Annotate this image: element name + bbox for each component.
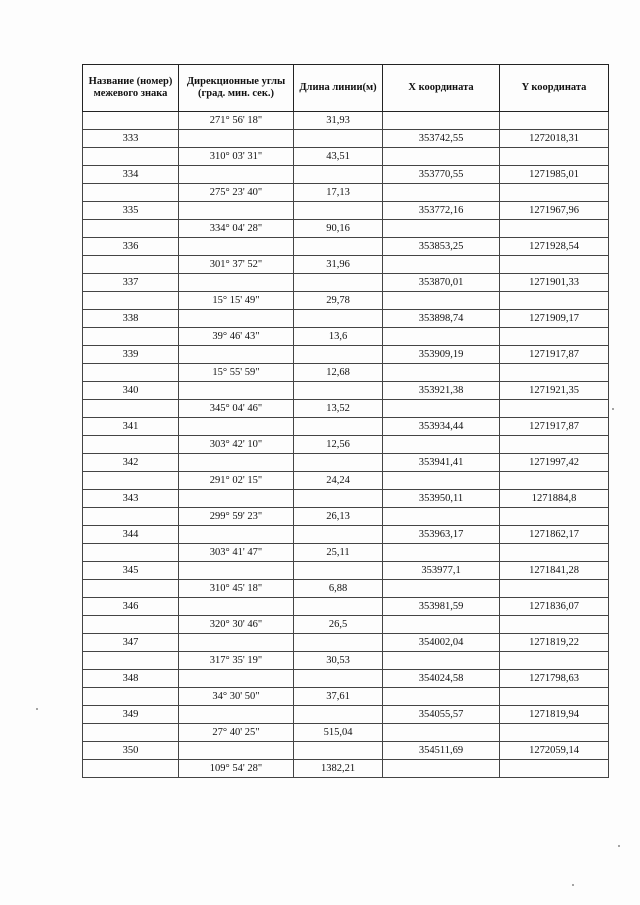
header-directional-angle: Дирекционные углы (град. мин. сек.) [179, 65, 294, 112]
directional-angle-cell: 317° 35' 19" [179, 652, 294, 670]
directional-angle-cell [179, 742, 294, 760]
y-coordinate-cell: 1271928,54 [500, 238, 609, 256]
point-name-cell [83, 688, 179, 706]
line-length-cell [294, 706, 383, 724]
line-length-cell: 31,96 [294, 256, 383, 274]
directional-angle-cell [179, 274, 294, 292]
boundary-coordinates-table [82, 64, 609, 778]
line-length-cell: 90,16 [294, 220, 383, 238]
x-coordinate-cell: 353921,38 [383, 382, 500, 400]
table-row [83, 256, 609, 274]
directional-angle-cell [179, 526, 294, 544]
x-coordinate-cell: 353909,19 [383, 346, 500, 364]
y-coordinate-cell: 1271917,87 [500, 346, 609, 364]
y-coordinate-cell: 1271798,63 [500, 670, 609, 688]
x-coordinate-cell: 353963,17 [383, 526, 500, 544]
y-coordinate-cell: 1271985,01 [500, 166, 609, 184]
line-length-cell: 24,24 [294, 472, 383, 490]
line-length-cell [294, 418, 383, 436]
table-row [83, 670, 609, 688]
header-line-length: Длина линии(м) [294, 65, 383, 112]
y-coordinate-cell: 1271967,96 [500, 202, 609, 220]
x-coordinate-cell: 353898,74 [383, 310, 500, 328]
table-row [83, 508, 609, 526]
y-coordinate-cell [500, 184, 609, 202]
line-length-cell [294, 238, 383, 256]
y-coordinate-cell [500, 400, 609, 418]
directional-angle-cell [179, 454, 294, 472]
line-length-cell [294, 490, 383, 508]
directional-angle-cell [179, 706, 294, 724]
line-length-cell [294, 130, 383, 148]
y-coordinate-cell: 1271841,28 [500, 562, 609, 580]
line-length-cell: 25,11 [294, 544, 383, 562]
point-name-cell [83, 148, 179, 166]
table-row [83, 742, 609, 760]
x-coordinate-cell [383, 112, 500, 130]
table-row [83, 526, 609, 544]
point-name-cell: 344 [83, 526, 179, 544]
table-row [83, 400, 609, 418]
x-coordinate-cell [383, 148, 500, 166]
table-row [83, 544, 609, 562]
x-coordinate-cell [383, 328, 500, 346]
line-length-cell: 17,13 [294, 184, 383, 202]
directional-angle-cell: 303° 41' 47" [179, 544, 294, 562]
table-row [83, 436, 609, 454]
table-row [83, 112, 609, 130]
point-name-cell: 340 [83, 382, 179, 400]
table-row [83, 130, 609, 148]
directional-angle-cell: 310° 45' 18" [179, 580, 294, 598]
table-row [83, 418, 609, 436]
point-name-cell [83, 544, 179, 562]
x-coordinate-cell: 353742,55 [383, 130, 500, 148]
table-row [83, 166, 609, 184]
line-length-cell: 13,52 [294, 400, 383, 418]
y-coordinate-cell [500, 760, 609, 778]
table-header [83, 65, 609, 112]
y-coordinate-cell [500, 472, 609, 490]
y-coordinate-cell [500, 544, 609, 562]
line-length-cell: 43,51 [294, 148, 383, 166]
directional-angle-cell [179, 634, 294, 652]
x-coordinate-cell: 353870,01 [383, 274, 500, 292]
y-coordinate-cell: 1271901,33 [500, 274, 609, 292]
line-length-cell: 31,93 [294, 112, 383, 130]
x-coordinate-cell: 354055,57 [383, 706, 500, 724]
directional-angle-cell: 320° 30' 46" [179, 616, 294, 634]
x-coordinate-cell [383, 184, 500, 202]
y-coordinate-cell [500, 724, 609, 742]
point-name-cell [83, 616, 179, 634]
line-length-cell [294, 634, 383, 652]
point-name-cell [83, 292, 179, 310]
directional-angle-cell: 299° 59' 23" [179, 508, 294, 526]
point-name-cell [83, 724, 179, 742]
point-name-cell: 345 [83, 562, 179, 580]
scan-speck [618, 845, 620, 847]
directional-angle-cell: 109° 54' 28" [179, 760, 294, 778]
x-coordinate-cell: 353934,44 [383, 418, 500, 436]
y-coordinate-cell [500, 292, 609, 310]
point-name-cell: 347 [83, 634, 179, 652]
y-coordinate-cell: 1271909,17 [500, 310, 609, 328]
line-length-cell: 37,61 [294, 688, 383, 706]
directional-angle-cell [179, 562, 294, 580]
directional-angle-cell [179, 310, 294, 328]
line-length-cell [294, 526, 383, 544]
line-length-cell: 1382,21 [294, 760, 383, 778]
table-row [83, 292, 609, 310]
header-row [83, 65, 609, 112]
point-name-cell [83, 652, 179, 670]
line-length-cell: 515,04 [294, 724, 383, 742]
table-row [83, 310, 609, 328]
line-length-cell [294, 598, 383, 616]
y-coordinate-cell [500, 148, 609, 166]
directional-angle-cell: 27° 40' 25" [179, 724, 294, 742]
point-name-cell [83, 760, 179, 778]
point-name-cell [83, 400, 179, 418]
y-coordinate-cell: 1271997,42 [500, 454, 609, 472]
y-coordinate-cell [500, 616, 609, 634]
table-row [83, 598, 609, 616]
x-coordinate-cell: 353950,11 [383, 490, 500, 508]
point-name-cell [83, 580, 179, 598]
point-name-cell: 343 [83, 490, 179, 508]
table-row [83, 634, 609, 652]
x-coordinate-cell [383, 220, 500, 238]
directional-angle-cell: 275° 23' 40" [179, 184, 294, 202]
x-coordinate-cell [383, 508, 500, 526]
y-coordinate-cell [500, 436, 609, 454]
directional-angle-cell [179, 418, 294, 436]
table-row [83, 238, 609, 256]
x-coordinate-cell: 354002,04 [383, 634, 500, 652]
table-row [83, 562, 609, 580]
directional-angle-cell [179, 346, 294, 364]
x-coordinate-cell: 353853,25 [383, 238, 500, 256]
point-name-cell: 335 [83, 202, 179, 220]
x-coordinate-cell: 353977,1 [383, 562, 500, 580]
line-length-cell: 12,68 [294, 364, 383, 382]
x-coordinate-cell [383, 616, 500, 634]
table-row [83, 454, 609, 472]
line-length-cell: 30,53 [294, 652, 383, 670]
y-coordinate-cell [500, 364, 609, 382]
directional-angle-cell: 310° 03' 31" [179, 148, 294, 166]
point-name-cell: 346 [83, 598, 179, 616]
table-body [83, 112, 609, 778]
point-name-cell: 342 [83, 454, 179, 472]
table-row [83, 364, 609, 382]
table-row [83, 274, 609, 292]
table-row [83, 580, 609, 598]
x-coordinate-cell [383, 436, 500, 454]
table-row [83, 382, 609, 400]
directional-angle-cell: 345° 04' 46" [179, 400, 294, 418]
line-length-cell: 26,5 [294, 616, 383, 634]
x-coordinate-cell: 353941,41 [383, 454, 500, 472]
x-coordinate-cell [383, 580, 500, 598]
scan-speck [612, 408, 614, 410]
point-name-cell: 350 [83, 742, 179, 760]
y-coordinate-cell: 1271917,87 [500, 418, 609, 436]
y-coordinate-cell: 1271819,94 [500, 706, 609, 724]
directional-angle-cell [179, 382, 294, 400]
scan-speck [572, 884, 574, 886]
x-coordinate-cell [383, 364, 500, 382]
x-coordinate-cell [383, 256, 500, 274]
line-length-cell [294, 742, 383, 760]
table-row [83, 184, 609, 202]
y-coordinate-cell: 1271819,22 [500, 634, 609, 652]
y-coordinate-cell: 1272059,14 [500, 742, 609, 760]
y-coordinate-cell: 1272018,31 [500, 130, 609, 148]
y-coordinate-cell: 1271921,35 [500, 382, 609, 400]
x-coordinate-cell [383, 724, 500, 742]
point-name-cell: 339 [83, 346, 179, 364]
point-name-cell: 336 [83, 238, 179, 256]
point-name-cell: 349 [83, 706, 179, 724]
directional-angle-cell [179, 130, 294, 148]
x-coordinate-cell [383, 760, 500, 778]
x-coordinate-cell: 354511,69 [383, 742, 500, 760]
point-name-cell [83, 256, 179, 274]
table-row [83, 724, 609, 742]
y-coordinate-cell [500, 112, 609, 130]
point-name-cell [83, 220, 179, 238]
point-name-cell: 334 [83, 166, 179, 184]
x-coordinate-cell: 353770,55 [383, 166, 500, 184]
directional-angle-cell [179, 202, 294, 220]
directional-angle-cell: 291° 02' 15" [179, 472, 294, 490]
line-length-cell [294, 562, 383, 580]
point-name-cell [83, 112, 179, 130]
x-coordinate-cell: 353981,59 [383, 598, 500, 616]
x-coordinate-cell: 353772,16 [383, 202, 500, 220]
x-coordinate-cell [383, 544, 500, 562]
table-row [83, 148, 609, 166]
directional-angle-cell [179, 166, 294, 184]
y-coordinate-cell: 1271884,8 [500, 490, 609, 508]
point-name-cell: 337 [83, 274, 179, 292]
y-coordinate-cell [500, 328, 609, 346]
table-row [83, 346, 609, 364]
table-row [83, 760, 609, 778]
x-coordinate-cell [383, 652, 500, 670]
directional-angle-cell [179, 238, 294, 256]
y-coordinate-cell: 1271862,17 [500, 526, 609, 544]
line-length-cell [294, 202, 383, 220]
y-coordinate-cell [500, 688, 609, 706]
x-coordinate-cell [383, 472, 500, 490]
directional-angle-cell: 301° 37' 52" [179, 256, 294, 274]
y-coordinate-cell [500, 256, 609, 274]
table-row [83, 706, 609, 724]
line-length-cell: 29,78 [294, 292, 383, 310]
table-row [83, 652, 609, 670]
table-row [83, 490, 609, 508]
directional-angle-cell [179, 670, 294, 688]
y-coordinate-cell [500, 508, 609, 526]
point-name-cell: 341 [83, 418, 179, 436]
table-row [83, 202, 609, 220]
line-length-cell [294, 274, 383, 292]
line-length-cell [294, 454, 383, 472]
directional-angle-cell: 15° 15' 49" [179, 292, 294, 310]
table-row [83, 688, 609, 706]
directional-angle-cell: 334° 04' 28" [179, 220, 294, 238]
point-name-cell [83, 328, 179, 346]
header-point-name: Название (номер) межевого знака [83, 65, 179, 112]
point-name-cell [83, 184, 179, 202]
x-coordinate-cell [383, 292, 500, 310]
y-coordinate-cell: 1271836,07 [500, 598, 609, 616]
point-name-cell [83, 364, 179, 382]
point-name-cell: 333 [83, 130, 179, 148]
directional-angle-cell [179, 598, 294, 616]
directional-angle-cell: 34° 30' 50" [179, 688, 294, 706]
directional-angle-cell [179, 490, 294, 508]
directional-angle-cell: 39° 46' 43" [179, 328, 294, 346]
x-coordinate-cell [383, 400, 500, 418]
line-length-cell [294, 310, 383, 328]
line-length-cell: 12,56 [294, 436, 383, 454]
y-coordinate-cell [500, 652, 609, 670]
line-length-cell: 26,13 [294, 508, 383, 526]
table-row [83, 220, 609, 238]
line-length-cell: 6,88 [294, 580, 383, 598]
line-length-cell [294, 346, 383, 364]
point-name-cell [83, 436, 179, 454]
point-name-cell: 338 [83, 310, 179, 328]
y-coordinate-cell [500, 580, 609, 598]
line-length-cell [294, 166, 383, 184]
x-coordinate-cell [383, 688, 500, 706]
line-length-cell [294, 670, 383, 688]
table-row [83, 328, 609, 346]
line-length-cell: 13,6 [294, 328, 383, 346]
line-length-cell [294, 382, 383, 400]
point-name-cell [83, 472, 179, 490]
y-coordinate-cell [500, 220, 609, 238]
directional-angle-cell: 303° 42' 10" [179, 436, 294, 454]
table-row [83, 616, 609, 634]
table-row [83, 472, 609, 490]
header-x-coordinate: X координата [383, 65, 500, 112]
point-name-cell: 348 [83, 670, 179, 688]
header-y-coordinate: Y координата [500, 65, 609, 112]
scan-speck [36, 708, 38, 710]
directional-angle-cell: 15° 55' 59" [179, 364, 294, 382]
point-name-cell [83, 508, 179, 526]
x-coordinate-cell: 354024,58 [383, 670, 500, 688]
directional-angle-cell: 271° 56' 18" [179, 112, 294, 130]
